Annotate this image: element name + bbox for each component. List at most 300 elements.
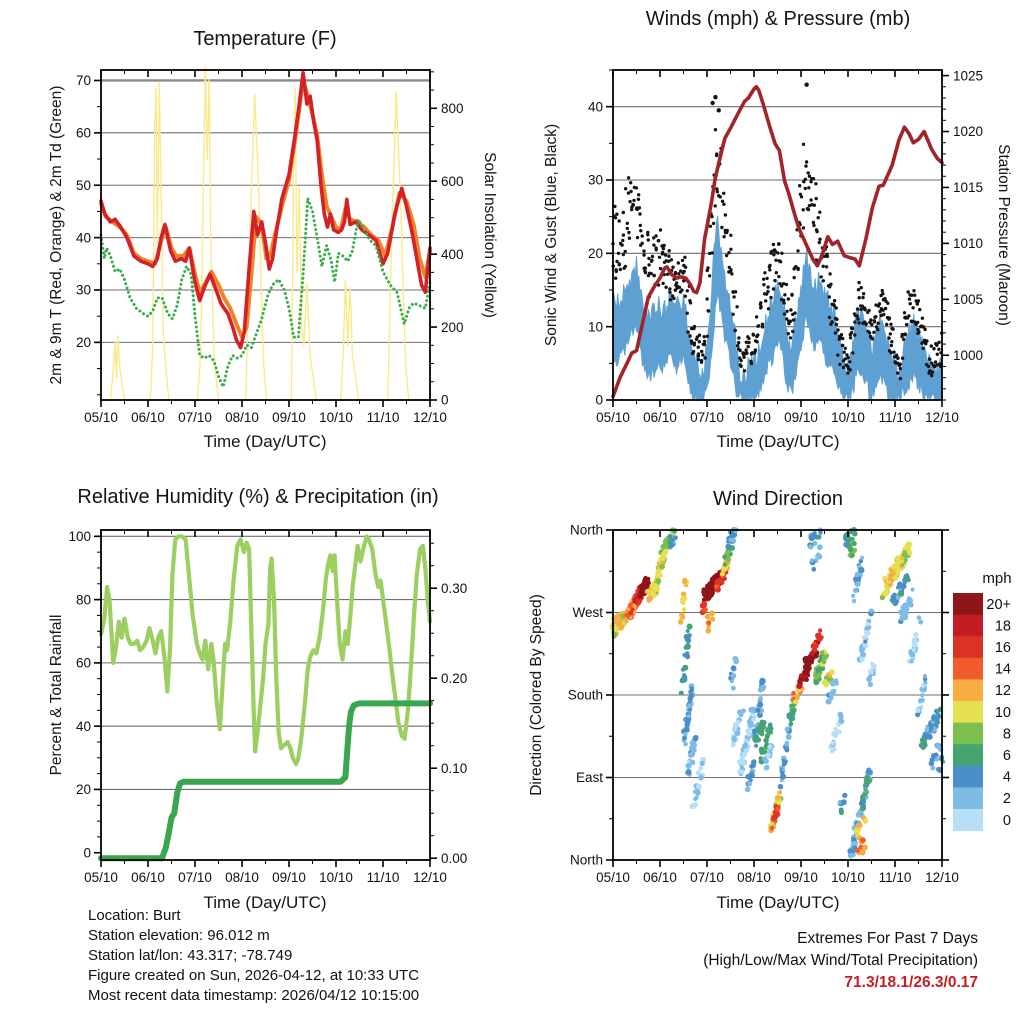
wind-dir-dot	[823, 681, 829, 687]
x-tick-label: 11/10	[878, 870, 912, 885]
gust-dot	[764, 299, 767, 302]
wind-dir-dot	[811, 643, 817, 649]
wind-dir-dot	[855, 582, 860, 587]
wind-dir-dot	[784, 742, 789, 747]
wind-dir-dot	[912, 642, 918, 648]
gust-dot	[668, 291, 671, 294]
wind-dir-dot	[721, 577, 725, 581]
gust-dot	[737, 341, 740, 344]
y-tick-label: 1020	[953, 124, 984, 140]
wind-dir-dot	[860, 850, 865, 855]
wind-dir-dot	[893, 562, 899, 568]
gust-dot	[765, 277, 768, 280]
wind-direction-dots	[610, 527, 945, 859]
wind-dir-dot	[680, 615, 685, 620]
gust-dot	[774, 259, 777, 262]
gust-dot	[889, 351, 892, 354]
gust-dot	[657, 239, 660, 242]
wind-dir-dot	[687, 633, 692, 638]
x-tick-label: 06/10	[131, 410, 165, 425]
gust-dot	[891, 328, 894, 331]
gust-dot	[936, 353, 939, 356]
gust-dot	[705, 297, 708, 300]
gust-dot	[783, 293, 786, 296]
wind-dir-dot	[816, 667, 822, 673]
wind-dir-dot	[690, 760, 696, 766]
gust-dot	[670, 258, 673, 261]
gust-dot	[846, 371, 849, 374]
gust-dot	[853, 333, 856, 336]
wind-dir-dot	[766, 752, 771, 757]
colorbar-cell	[953, 658, 983, 680]
wind-dir-dot	[751, 760, 756, 765]
wind-dir-dot	[698, 775, 704, 781]
gust-dot	[932, 347, 935, 350]
wind-dir-dot	[803, 656, 809, 662]
wind-dir-dot	[817, 535, 822, 540]
wind-dir-dot	[691, 803, 697, 809]
wind-dir-dot	[706, 621, 711, 626]
panel-winds	[588, 68, 983, 425]
wind-dir-dot	[682, 579, 687, 584]
gust-dot	[714, 204, 717, 207]
wind-dir-dot	[925, 732, 930, 737]
gust-dot	[930, 374, 933, 377]
gust-dot	[804, 187, 807, 190]
gust-dot	[652, 274, 655, 277]
wind-dir-dot	[851, 594, 855, 598]
gust-outlier-dot	[710, 101, 714, 105]
wind-dir-dot	[705, 595, 711, 601]
gust-dot	[873, 320, 876, 323]
wind-dir-dot	[822, 655, 828, 661]
colorbar-cell	[953, 593, 983, 615]
gust-dot	[686, 330, 689, 333]
wind-dir-dot	[891, 571, 895, 575]
gust-dot	[899, 377, 902, 380]
wind-dir-dot	[797, 683, 803, 689]
gust-dot	[878, 310, 881, 313]
wind-dir-dot	[731, 673, 737, 679]
gust-dot	[917, 299, 920, 302]
gust-dot	[698, 334, 701, 337]
speed-colorbar	[953, 570, 1012, 831]
gust-dot	[892, 350, 895, 353]
gust-dot	[755, 340, 758, 343]
colorbar-label: 16	[994, 640, 1011, 656]
y-tick-label: 800	[441, 100, 464, 116]
gust-dot	[707, 309, 710, 312]
gust-dot	[885, 323, 888, 326]
gust-dot	[647, 257, 650, 260]
wind-dir-dot	[682, 678, 686, 682]
gust-dot	[783, 312, 786, 315]
gust-dot	[916, 321, 919, 324]
x-tick-label: 09/10	[784, 870, 818, 885]
gust-dot	[618, 263, 621, 266]
gust-dot	[790, 293, 793, 296]
colorbar-label: 4	[1002, 769, 1011, 786]
wind-dir-dot	[853, 588, 858, 593]
wind-dir-dot	[839, 719, 844, 724]
wind-dir-dot	[831, 741, 836, 746]
gust-dot	[624, 265, 627, 268]
gust-dot	[900, 335, 903, 338]
y-tick-label: 1005	[953, 292, 984, 308]
gust-dot	[844, 347, 847, 350]
wind-dir-dot	[754, 744, 758, 748]
gust-dot	[856, 307, 859, 310]
gust-dot	[614, 216, 617, 219]
gust-dot	[782, 301, 785, 304]
gust-dot	[905, 323, 908, 326]
gust-dot	[857, 321, 860, 324]
x-tick-label: 09/10	[272, 410, 306, 425]
wind-dir-dot	[782, 759, 786, 763]
station-location: Location: Burt	[88, 907, 181, 924]
gust-dot	[725, 254, 728, 257]
gust-dot	[815, 197, 818, 200]
wind-dir-dot	[757, 702, 763, 708]
wind-dir-dot	[769, 826, 774, 831]
wind-dir-dot	[775, 807, 780, 812]
colorbar-label: 18	[994, 618, 1011, 635]
gust-dot	[818, 238, 821, 241]
wind-dir-dot	[760, 732, 765, 737]
gust-dot	[722, 203, 725, 206]
gust-dot	[647, 263, 650, 266]
wind-dir-dot	[681, 600, 686, 605]
gust-dot	[688, 299, 691, 302]
gust-dot	[655, 248, 658, 251]
gust-dot	[776, 251, 779, 254]
gust-dot	[772, 253, 775, 256]
gust-dot	[695, 338, 698, 341]
y-tick-label: 0	[441, 392, 449, 408]
wind-dir-dot	[793, 699, 798, 704]
gust-dot	[830, 320, 833, 323]
wind-dir-dot	[747, 732, 752, 737]
wind-dir-dot	[830, 749, 834, 753]
x-tick-label: 10/10	[831, 410, 865, 425]
gust-dot	[820, 275, 823, 278]
gust-dot	[703, 335, 706, 338]
y-tick-label: 1010	[953, 236, 984, 252]
gust-dot	[627, 231, 630, 234]
wind-dir-dot	[785, 727, 790, 732]
colorbar-cell	[953, 809, 983, 831]
wind-dir-dot	[866, 622, 871, 627]
gust-dot	[916, 302, 919, 305]
wind-dir-dot	[804, 677, 809, 682]
wind-dir-dot	[925, 727, 930, 732]
gust-dot	[808, 175, 811, 178]
gust-dot	[711, 251, 714, 254]
colorbar-cell	[953, 679, 983, 701]
wind-dir-dot	[759, 687, 764, 692]
gust-dot	[858, 296, 861, 299]
wind-dir-dot	[780, 771, 784, 775]
gust-dot	[668, 249, 671, 252]
gust-dot	[782, 299, 785, 302]
wind-dir-dot	[751, 717, 755, 721]
gust-dot	[712, 222, 715, 225]
wind-dir-dot	[706, 583, 711, 588]
gust-dot	[855, 314, 858, 317]
extremes-title: Extremes For Past 7 Days	[797, 930, 978, 947]
gust-dot	[743, 369, 746, 372]
gust-dot	[759, 305, 762, 308]
gust-dot	[835, 323, 838, 326]
wind-dir-dot	[855, 572, 860, 577]
gust-dot	[812, 224, 815, 227]
gust-dot	[768, 264, 771, 267]
gust-dot	[937, 348, 940, 351]
gust-outlier-dot	[713, 95, 717, 99]
x-tick-label: 12/10	[925, 410, 959, 425]
gust-dot	[759, 301, 762, 304]
gust-dot	[802, 226, 805, 229]
gust-dot	[647, 238, 650, 241]
wind-dir-dot	[864, 630, 870, 636]
gust-dot	[763, 271, 766, 274]
wind-dir-dot	[767, 744, 772, 749]
wind-dir-dot	[775, 795, 781, 801]
gust-dot	[910, 294, 913, 297]
gust-dot	[789, 336, 792, 339]
gust-dot	[818, 241, 821, 244]
x-tick-label: 11/10	[366, 410, 400, 425]
gust-dot	[787, 297, 790, 300]
y-tick-label: 50	[75, 177, 91, 193]
gust-dot	[627, 176, 630, 179]
wind-dir-dot	[910, 588, 914, 592]
gust-dot	[668, 287, 671, 290]
gust-dot	[769, 296, 772, 299]
wind-dir-dot	[747, 781, 752, 786]
wind-dir-dot	[726, 545, 731, 550]
wind-dir-dot	[731, 538, 736, 543]
wind-dir-dot	[755, 708, 760, 713]
wind-dir-dot	[673, 536, 678, 541]
x-tick-label: 12/10	[925, 870, 959, 885]
y-tick-label: 200	[441, 319, 464, 335]
gust-dot	[661, 282, 664, 285]
gust-dot	[889, 332, 892, 335]
y-tick-label: North	[569, 522, 603, 538]
wind-dir-dot	[661, 557, 666, 562]
series-2m-td-f-	[101, 198, 430, 387]
gust-dot	[857, 281, 860, 284]
gust-dot	[817, 216, 820, 219]
gust-dot	[851, 351, 854, 354]
gust-dot	[807, 208, 810, 211]
wind-dir-dot	[693, 735, 699, 741]
gust-dot	[849, 368, 852, 371]
wind-dir-dot	[731, 686, 736, 691]
gust-dot	[882, 313, 885, 316]
gust-dot	[840, 333, 843, 336]
wind-dir-dot	[670, 543, 675, 548]
gust-dot	[922, 347, 925, 350]
gust-dot	[835, 306, 838, 309]
x-tick-label: 10/10	[319, 410, 353, 425]
gust-dot	[703, 356, 706, 359]
wind-dir-dot	[769, 726, 774, 731]
gust-dot	[909, 302, 912, 305]
gust-dot	[833, 299, 836, 302]
gust-dot	[697, 358, 700, 361]
y-tick-label: 100	[68, 529, 91, 545]
y-tick-label: 0	[595, 392, 603, 408]
gust-dot	[887, 336, 890, 339]
y-tick-label: East	[575, 770, 603, 786]
gust-dot	[762, 278, 765, 281]
gust-dot	[677, 261, 680, 264]
wind-dir-dot	[686, 769, 692, 775]
gust-dot	[766, 290, 769, 293]
gust-dot	[928, 357, 931, 360]
wind-dir-dot	[818, 531, 822, 535]
wind-dir-dot	[774, 812, 780, 818]
gust-dot	[934, 360, 937, 363]
wind-dir-dot	[863, 784, 867, 788]
gust-dot	[927, 371, 930, 374]
gust-dot	[637, 198, 640, 201]
gust-dot	[732, 295, 735, 298]
ylabel-temperature-right: Solar Insolation (Yellow)	[481, 152, 498, 318]
wind-dir-dot	[910, 660, 914, 664]
wind-dir-dot	[624, 613, 629, 618]
y-tick-label: 20	[587, 246, 603, 262]
colorbar-cell	[953, 787, 983, 809]
wind-dir-dot	[764, 759, 769, 764]
gust-dot	[621, 239, 624, 242]
gust-dot	[667, 255, 670, 258]
panel-title-temperature: Temperature (F)	[193, 28, 337, 50]
wind-dir-dot	[839, 810, 844, 815]
wind-dir-dot	[808, 544, 813, 549]
gust-dot	[768, 268, 771, 271]
wind-dir-dot	[934, 709, 938, 713]
wind-dir-dot	[628, 611, 633, 616]
gust-dot	[907, 314, 910, 317]
gust-dot	[822, 279, 825, 282]
gust-dot	[843, 351, 846, 354]
gust-dot	[681, 259, 684, 262]
colorbar-label: 14	[994, 661, 1011, 678]
gust-dot	[638, 206, 641, 209]
x-tick-label: 08/10	[225, 870, 259, 885]
gust-dot	[835, 318, 838, 321]
gust-dot	[787, 332, 790, 335]
gust-dot	[688, 334, 691, 337]
colorbar-label: 8	[1002, 726, 1011, 743]
wind-dir-dot	[818, 628, 822, 632]
gust-dot	[853, 320, 856, 323]
gust-dot	[619, 268, 622, 271]
gust-dot	[888, 316, 891, 319]
gust-dot	[747, 337, 750, 340]
wind-dir-dot	[906, 598, 912, 604]
gust-dot	[911, 306, 914, 309]
gust-dot	[814, 182, 817, 185]
gust-dot	[789, 308, 792, 311]
gust-dot	[850, 331, 853, 334]
gust-dot	[727, 251, 730, 254]
gust-dot	[757, 324, 760, 327]
wind-dir-dot	[778, 784, 783, 789]
gust-outlier-dot	[804, 82, 808, 86]
wind-dir-dot	[790, 708, 795, 713]
gust-dot	[624, 187, 627, 190]
wind-dir-dot	[659, 564, 665, 570]
x-tick-label: 05/10	[596, 410, 630, 425]
gust-dot	[804, 164, 807, 167]
gust-dot	[622, 233, 625, 236]
wind-dir-dot	[816, 554, 822, 560]
wind-dir-dot	[786, 734, 792, 740]
gust-dot	[628, 200, 631, 203]
wind-dir-dot	[759, 678, 765, 684]
wind-dir-dot	[869, 609, 874, 614]
wind-dir-dot	[740, 755, 745, 760]
wind-dir-dot	[624, 619, 629, 624]
gust-dot	[798, 184, 801, 187]
wind-dir-dot	[850, 553, 854, 557]
gust-outlier-dot	[717, 108, 721, 112]
x-tick-label: 05/10	[84, 410, 118, 425]
gust-dot	[877, 322, 880, 325]
station-info-block	[88, 906, 419, 1006]
gust-dot	[755, 315, 758, 318]
gust-dot	[693, 341, 696, 344]
panel-temperature	[76, 66, 464, 425]
gust-dot	[739, 365, 742, 368]
wind-dir-dot	[862, 793, 867, 798]
wind-dir-dot	[739, 769, 744, 774]
xlabel-wind-direction: Time (Day/UTC)	[716, 893, 840, 912]
wind-dir-dot	[897, 584, 902, 589]
wind-dir-dot	[733, 722, 739, 728]
gust-dot	[927, 365, 930, 368]
wind-dir-dot	[851, 841, 856, 846]
wind-dir-dot	[683, 742, 688, 747]
x-tick-label: 09/10	[272, 870, 306, 885]
gust-dot	[857, 288, 860, 291]
gust-dot	[923, 328, 926, 331]
wind-dir-dot	[867, 769, 873, 775]
wind-dir-dot	[732, 656, 736, 660]
gust-dot	[698, 340, 701, 343]
wind-dir-dot	[765, 733, 770, 738]
gust-dot	[730, 272, 733, 275]
gust-dot	[734, 290, 737, 293]
y-tick-label: 40	[587, 99, 603, 115]
y-tick-label: 0.00	[441, 850, 468, 866]
gust-dot	[703, 343, 706, 346]
gust-dot	[886, 302, 889, 305]
wind-dir-dot	[863, 640, 867, 644]
gust-dot	[899, 367, 902, 370]
gust-dot	[809, 198, 812, 201]
gust-dot	[659, 267, 662, 270]
gust-dot	[881, 292, 884, 295]
wind-dir-dot	[868, 674, 872, 678]
gust-dot	[789, 320, 792, 323]
wind-dir-dot	[936, 743, 940, 747]
colorbar-cell	[953, 701, 983, 723]
